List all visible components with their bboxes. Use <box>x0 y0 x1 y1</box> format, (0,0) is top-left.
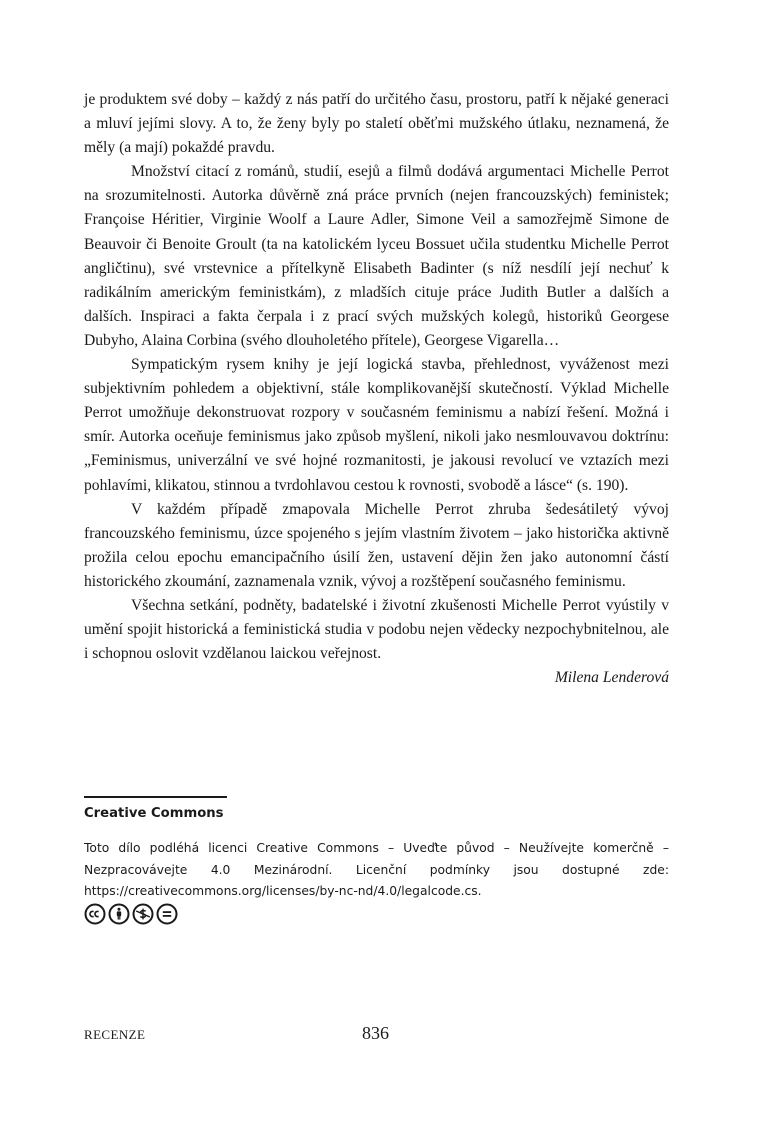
paragraph-2: Množství citací z románů, studií, esejů a filmů dodává argumentaci Michelle Perrot na srozumitelnosti. Autorka důvěrně zná práce prvních (nejen francouzských) feministek; Françoise Héritier, Virginie Woolf a Laure Adler, Simone Veil a samozřejmě Simone de Beauvoir či Benoite Groult (ta na katolickém lyceu Bossuet učila studentku Michelle Perrot angličtinu), své vrstevnice a přítelkyně Elisabeth Badinter (s níž nesdílí její nechuť k radikálním americkým feministkám), z mladších cituje práce Judith Butler a dalších a dalších. Inspiraci a fakta čerpala i z prací svých mužských kolegů, historiků Georgese Dubyho, Alaina Corbina (svého dlouholetého přítele), Georgese Vigarella… <box>84 163 669 349</box>
author-signature: Milena Lenderová <box>554 669 669 687</box>
running-footer-section: RECENZE <box>84 1027 146 1042</box>
cc-icon <box>84 903 106 925</box>
paragraph-5: Všechna setkání, podněty, badatelské i životní zkušenosti Michelle Perrot vyústily v umění spojit historická a feministická studia v podobu nejen vědecky nezpochybnitelnou, ale i schopnou oslovit vzdělanou laickou veřejnost. <box>84 596 669 663</box>
cc-badge <box>84 903 178 925</box>
paragraph-3: Sympatickým rysem knihy je její logická stavba, přehlednost, vyváženost mezi subjektivním pohledem a objektivní, stále komplikovanější skutečností. Výklad Michelle Perrot umožňuje dekonstruovat rozpory v současném feminismu a nabízí řešení. Možná i smír. Autorka oceňuje feminismus jako způsob myšlení, nikoli jako nesmlouvavou doktrínu: „Feminismus, univerzální ve své hojné rozmanitosti, je jakousi revolucí ve vztazích mezi pohlavími, klikatou, stinnou a tvrdohlavou cestou k rovnosti, svobodě a lásce“ (s. 190). <box>84 356 669 494</box>
nc-no-dollar-icon <box>132 903 154 925</box>
license-text: Toto dílo podléhá licenci Creative Commons – Uveďte původ – Neužívejte komerčně – Nezpracovávejte 4.0 Mezinárodní. Licenční podmínky jsou dostupné zde: https://creativecommons.org/licenses/by-nc-nd/4.0/legalcode.cs. <box>84 841 669 898</box>
paragraph-1: je produktem své doby – každý z nás patří do určitého času, prostoru, patří k nějaké generaci a mluví jejími slovy. A to, že ženy byly po staletí oběťmi mužského útlaku, neznamená, že měly (a mají) pokaždé pravdu. <box>84 91 669 157</box>
section-divider <box>84 796 227 798</box>
by-person-icon <box>108 903 130 925</box>
nd-equals-icon <box>156 903 178 925</box>
page-number: 836 <box>362 1023 389 1043</box>
license-heading: Creative Commons <box>84 806 224 821</box>
paragraph-4: V každém případě zmapovala Michelle Perrot zhruba šedesátiletý vývoj francouzského feminismu, úzce spojeného s jejím vlastním životem – jako historička aktivně prožila celou epochu emancipačního úsilí žen, ustavení dějin žen jako autonomní částí historického zkoumání, zaznamenala vznik, vývoj a rozštěpení současného feminismu. <box>84 500 669 590</box>
article-body <box>84 88 669 690</box>
article-text <box>84 88 669 666</box>
